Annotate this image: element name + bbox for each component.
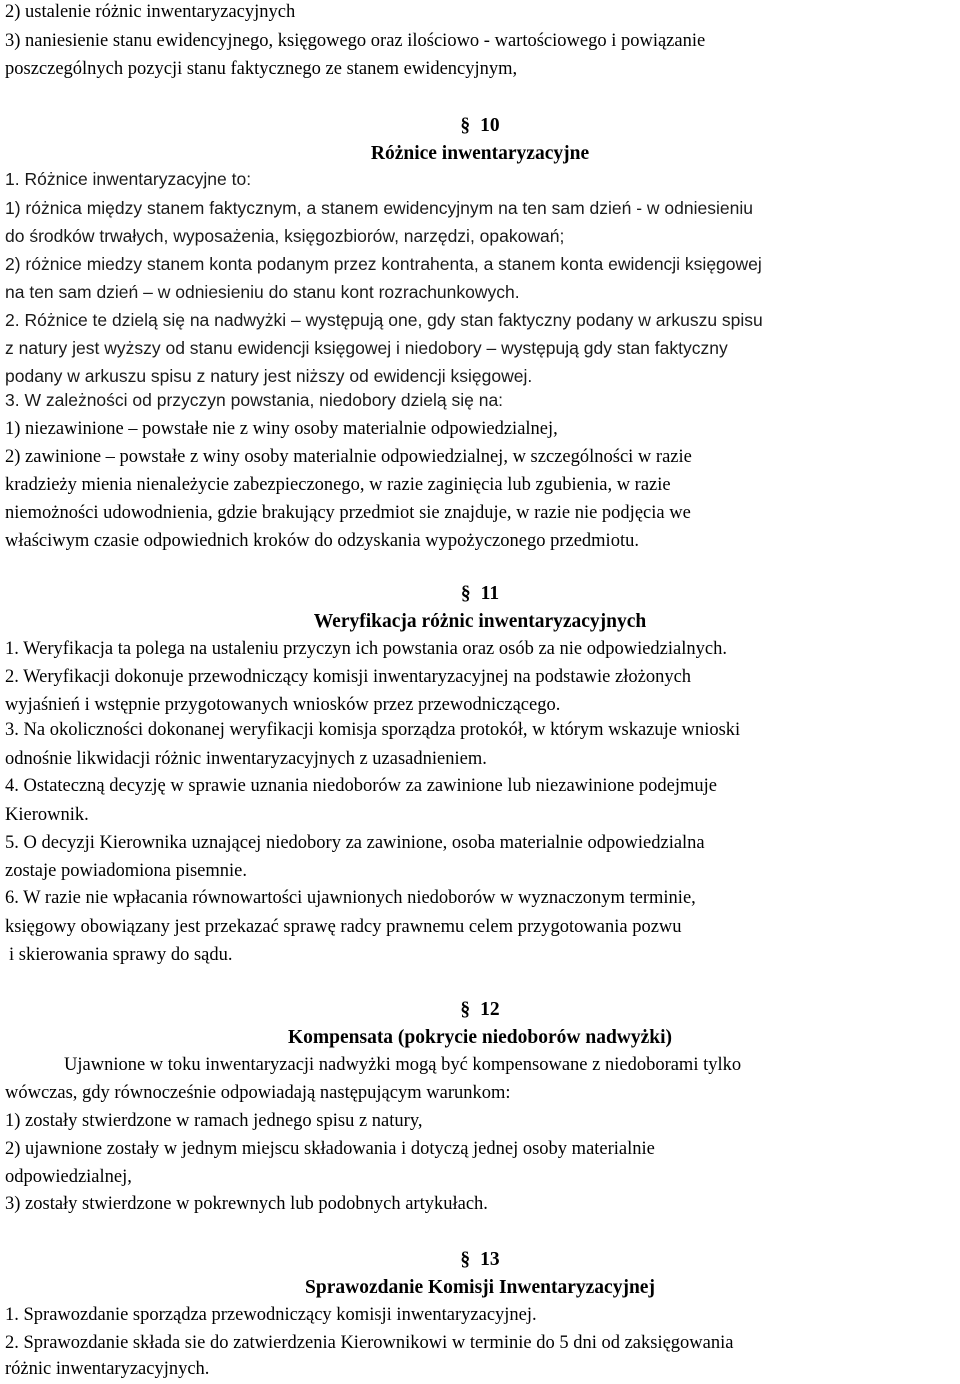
section-10-line: 2. Różnice te dzielą się na nadwyżki – występują one, gdy stan faktyczny podany w arkuszu spisu [5, 310, 763, 330]
section-11-line: i skierowania sprawy do sądu. [9, 945, 233, 965]
section-13-line: 2. Sprawozdanie składa sie do zatwierdzenia Kierownikowi w terminie do 5 dni od zaksięgowania [5, 1333, 734, 1353]
section-12-title: Kompensata (pokrycie niedoborów nadwyżki) [287, 1027, 673, 1048]
section-12-line: Ujawnione w toku inwentaryzacji nadwyżki mogą być kompensowane z niedoborami tylko [64, 1055, 742, 1075]
section-11-line: 4. Ostateczną decyzję w sprawie uznania niedoborów za zawinione lub niezawinione podejmuje [5, 776, 717, 796]
section-10-line: 1) niezawinione – powstałe nie z winy osoby materialnie odpowiedzialnej, [5, 419, 558, 439]
section-10-line: niemożności udowodnienia, gdzie brakujący przedmiot sie znajduje, w razie nie podjęcia we [5, 503, 691, 523]
section-13-number: § 13 [460, 1249, 500, 1270]
section-12-line: 1) zostały stwierdzone w ramach jednego spisu z natury, [5, 1111, 423, 1131]
section-11-line: 6. W razie nie wpłacania równowartości ujawnionych niedoborów w wyznaczonym terminie, [5, 888, 696, 908]
section-10-line: 2) zawinione – powstałe z winy osoby materialnie odpowiedzialnej, w szczególności w razie [5, 447, 692, 467]
section-13-line: różnic inwentaryzacyjnych. [5, 1359, 210, 1379]
paragraph-sign: § [460, 583, 471, 604]
section-11-line: 2. Weryfikacji dokonuje przewodniczący komisji inwentaryzacyjnej na podstawie złożonych [5, 667, 692, 687]
section-10-line: 1. Różnice inwentaryzacyjne to: [5, 169, 252, 189]
section-11-line: wyjaśnień i wstępnie przygotowanych wniosków przez przewodniczącego. [5, 695, 561, 715]
section-13-line: 1. Sprawozdanie sporządza przewodniczący komisji inwentaryzacyjnej. [5, 1305, 537, 1325]
section-11-number: § 11 [460, 583, 500, 604]
section-11-line: Kierownik. [5, 805, 89, 825]
section-11-line: odnośnie likwidacji różnic inwentaryzacyjnych z uzasadnieniem. [5, 749, 487, 769]
section-12-line: 2) ujawnione zostały w jednym miejscu składowania i dotyczą jednej osoby materialnie [5, 1139, 655, 1159]
section-11-line: 1. Weryfikacja ta polega na ustaleniu przyczyn ich powstania oraz osób za nie odpowiedzialnych. [5, 639, 727, 659]
section-10-line: kradzieży mienia nienależycie zabezpieczonego, w razie zaginięcia lub zgubienia, w razie [5, 475, 671, 495]
section-11-title: Weryfikacja różnic inwentaryzacyjnych [313, 611, 647, 632]
section-11-line: księgowy obowiązany jest przekazać sprawę radcy prawnemu celem przygotowania pozwu [5, 917, 682, 937]
section-10-line: 3. W zależności od przyczyn powstania, niedobory dzielą się na: [5, 390, 504, 410]
section-11-line: 3. Na okoliczności dokonanej weryfikacji komisja sporządza protokół, w którym wskazuje wnioski [5, 720, 741, 740]
section-10-line: podany w arkuszu spisu z natury jest niższy od ewidencji księgowej. [5, 366, 533, 386]
section-12-number: § 12 [460, 999, 500, 1020]
section-10-line: 1) różnica między stanem faktycznym, a stanem ewidencyjnym na ten sam dzień - w odniesieniu [5, 198, 753, 218]
section-10-line: z natury jest wyższy od stanu ewidencji księgowej i niedobory – występują gdy stan faktyczny [5, 338, 728, 358]
section-11-line: zostaje powiadomiona pisemnie. [5, 861, 247, 881]
section-10-number: § 10 [460, 115, 500, 136]
section-10-line: właściwym czasie odpowiednich kroków do odzyskania wypożyczonego przedmiotu. [5, 531, 639, 551]
section-10-line: do środków trwałych, wyposażenia, księgozbiorów, narzędzi, opakowań; [5, 226, 565, 246]
section-10-title: Różnice inwentaryzacyjne [370, 143, 590, 164]
section-12-line: wówczas, gdy równocześnie odpowiadają następującym warunkom: [5, 1083, 511, 1103]
section-12-line: odpowiedzialnej, [5, 1167, 132, 1187]
section-10-line: 2) różnice miedzy stanem konta podanym przez kontrahenta, a stanem konta ewidencji księgowej [5, 254, 762, 274]
intro-line: 3) naniesienie stanu ewidencyjnego, księgowego oraz ilościowo - wartościowego i powiązanie [5, 31, 706, 51]
intro-line: 2) ustalenie różnic inwentaryzacyjnych [5, 2, 296, 22]
section-12-line: 3) zostały stwierdzone w pokrewnych lub podobnych artykułach. [5, 1194, 488, 1214]
paragraph-sign: § [460, 1249, 471, 1270]
section-13-title: Sprawozdanie Komisji Inwentaryzacyjnej [305, 1277, 655, 1298]
paragraph-sign: § [460, 115, 471, 136]
intro-line: poszczególnych pozycji stanu faktycznego ze stanem ewidencyjnym, [5, 59, 518, 79]
paragraph-sign: § [460, 999, 471, 1020]
section-10-line: na ten sam dzień – w odniesieniu do stanu kont rozrachunkowych. [5, 282, 520, 302]
section-11-line: 5. O decyzji Kierownika uznającej niedobory za zawinione, osoba materialnie odpowiedzialna [5, 833, 705, 853]
